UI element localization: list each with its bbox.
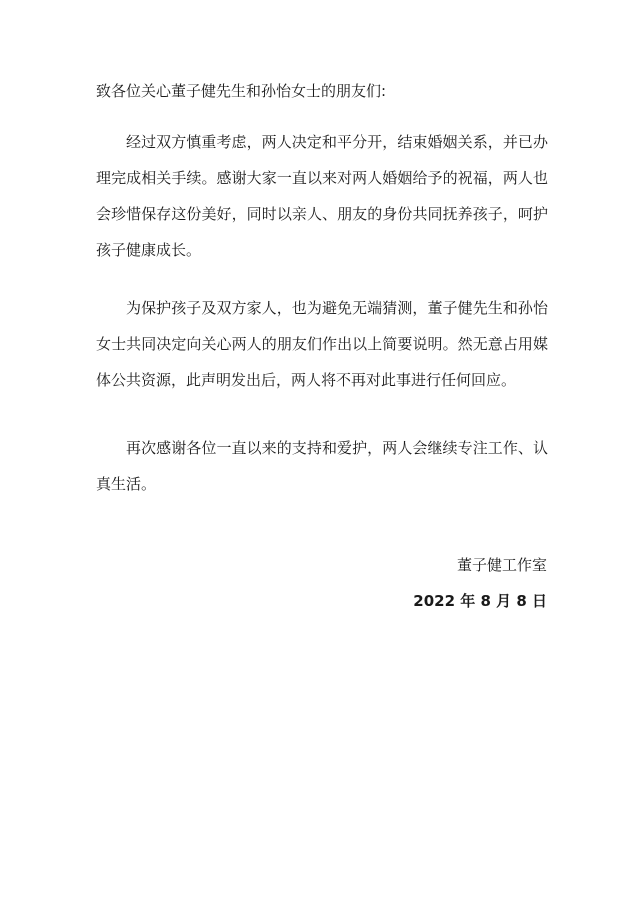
salutation: 致各位关心董子健先生和孙怡女士的朋友们: [96,82,387,100]
paragraph-2: 为保护孩子及双方家人，也为避免无端猜测，董子健先生和孙怡女士共同决定向关心两人的朋友们作出以上简要说明。然无意占用媒体公共资源，此声明发出后，两人将不再对此事进行任何回应。 [96,299,548,389]
signature-date: 2022 年 8 月 8 日 [413,592,547,610]
signature-studio: 董子健工作室 [456,556,547,574]
paragraph-3: 再次感谢各位一直以来的支持和爱护，两人会继续专注工作、认真生活。 [96,439,548,493]
paragraph-1: 经过双方慎重考虑，两人决定和平分开，结束婚姻关系，并已办理完成相关手续。感谢大家一直以来对两人婚姻给予的祝福，两人也会珍惜保存这份美好，同时以亲人、朋友的身份共同抚养孩子，呵护孩子健康成长。 [96,133,548,259]
